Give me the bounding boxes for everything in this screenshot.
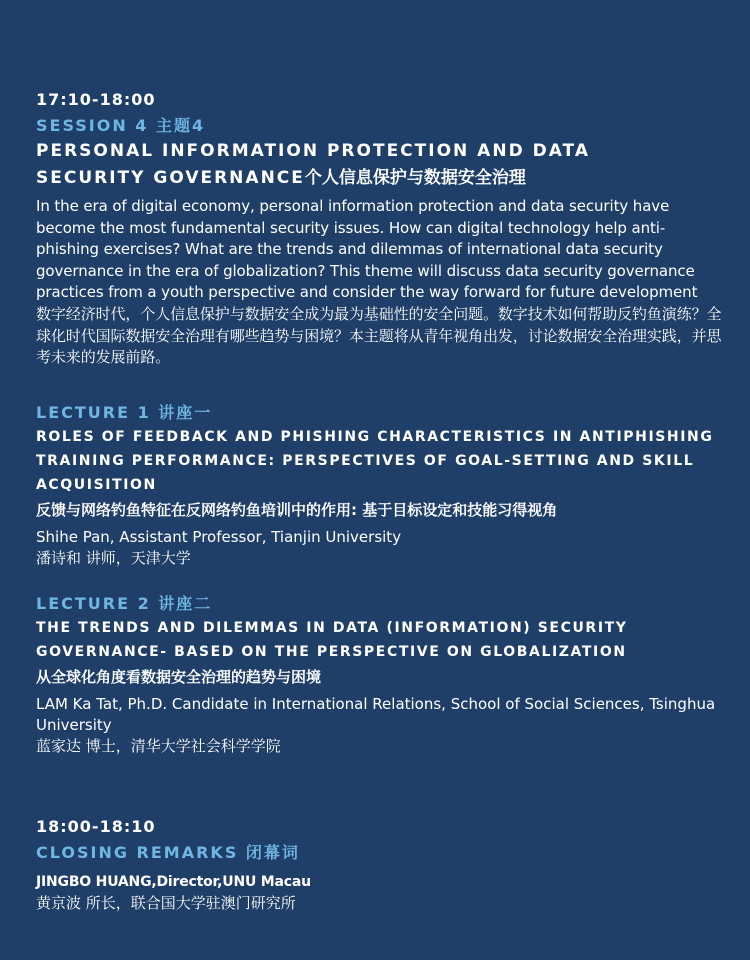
lecture-2-speaker-cn: 蓝家达 博士，清华大学社会科学学院 <box>36 737 281 755</box>
session-label: SESSION 4 主题4 <box>36 116 206 135</box>
lecture-1-speaker-en: Shihe Pan, Assistant Professor, Tianjin University <box>36 528 402 546</box>
closing-label: CLOSING REMARKS 闭幕词 <box>36 843 300 862</box>
lecture-2-section <box>36 591 726 757</box>
lecture-1-speaker-cn: 潘诗和 讲师，天津大学 <box>36 549 191 567</box>
session-description-cn: 数字经济时代，个人信息保护与数据安全成为最为基础性的安全问题。数字技术如何帮助反钓鱼演练？全球化时代国际数据安全治理有哪些趋势与困境？本主题将从青年视角出发，讨论数据安全治理实践，并思考未来的发展前路。 <box>36 304 722 367</box>
closing-section <box>36 817 726 914</box>
session-4-section <box>36 90 726 369</box>
lecture-2-title-cn: 从全球化角度看数据安全治理的趋势与困境 <box>36 668 322 686</box>
session-time: 17:10-18:00 <box>36 90 156 109</box>
session-title-line1: PERSONAL INFORMATION PROTECTION AND DATA <box>36 141 590 161</box>
lecture-1-title-cn: 反馈与网络钓鱼特征在反网络钓鱼培训中的作用: 基于目标设定和技能习得视角 <box>36 501 558 519</box>
lecture-2-title-en: THE TRENDS AND DILEMMAS IN DATA (INFORMATION) SECURITY GOVERNANCE- BASED ON THE PERSPECTIVE ON GLOBALIZATION <box>36 620 628 660</box>
closing-speaker-en: JINGBO HUANG,Director,UNU Macau <box>36 874 311 890</box>
session-title <box>36 138 726 192</box>
closing-time: 18:00-18:10 <box>36 817 156 836</box>
lecture-2-speaker-en: LAM Ka Tat, Ph.D. Candidate in International Relations, School of Social Sciences, Tsinghua University <box>36 695 716 734</box>
lecture-2-label: LECTURE 2 讲座二 <box>36 594 213 613</box>
closing-speaker-cn: 黄京波 所长，联合国大学驻澳门研究所 <box>36 894 296 912</box>
lecture-1-section <box>36 400 726 569</box>
session-title-line2-en: SECURITY GOVERNANCE <box>36 168 305 188</box>
lecture-1-title-en: ROLES OF FEEDBACK AND PHISHING CHARACTERISTICS IN ANTIPHISHING TRAINING PERFORMANCE: PERSPECTIVES OF GOAL-SETTING AND SKILL ACQUISITION <box>36 429 714 493</box>
session-description-en: In the era of digital economy, personal information protection and data security have become the most fundamental security issues. How can digital technology help anti-phishing exercises? What are the trends and dilemmas of international data security governance in the era of globalization? This theme will discuss data security governance practices from a youth perspective and consider the way forward for future development <box>36 197 698 302</box>
session-title-line2-cn: 个人信息保护与数据安全治理 <box>304 168 526 188</box>
lecture-1-label: LECTURE 1 讲座一 <box>36 403 213 422</box>
